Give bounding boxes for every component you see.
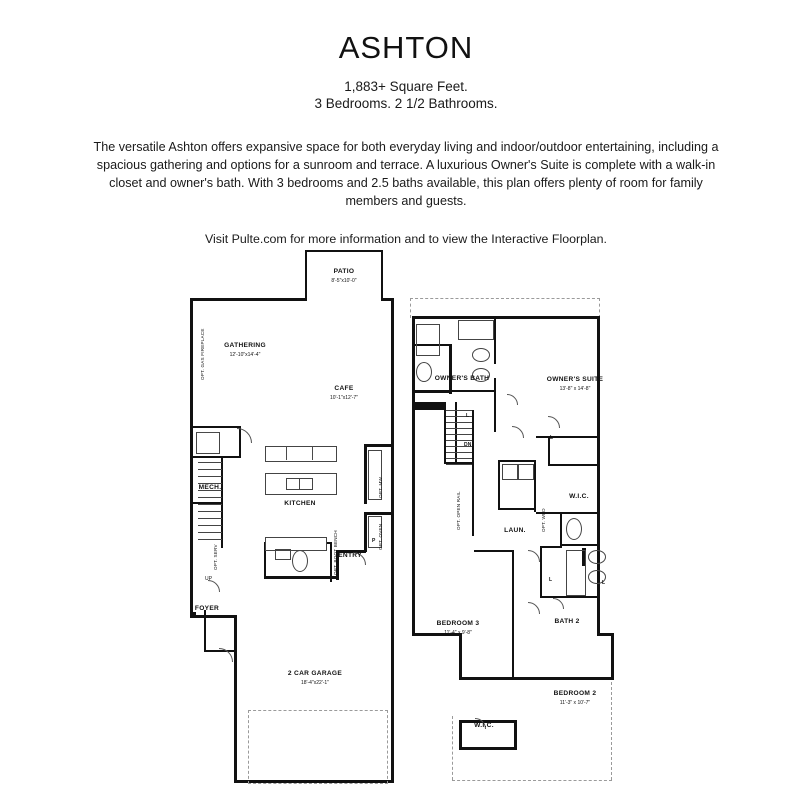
door-arc [196, 580, 220, 604]
garage-pad [248, 710, 388, 784]
wall-segment [540, 596, 598, 598]
door-arc [496, 394, 518, 416]
annotation-opt-gas-fireplace: OPT. GAS FIREPLACE [200, 328, 205, 380]
annotation-l: L [549, 577, 553, 583]
wall-segment [459, 633, 462, 679]
room-label-mech: MECH. [198, 484, 222, 491]
wall-segment [459, 747, 517, 750]
annotation-opt-oven: OPT. OVEN [378, 523, 383, 550]
mech-line [196, 432, 218, 433]
wall-segment [364, 512, 392, 515]
wall-segment [536, 436, 598, 438]
room-label-gathering: GATHERING 12'-10"x14'-4" [224, 342, 266, 358]
room-label-bath-2: BATH 2 [554, 618, 580, 625]
room-label-bedroom-3: BEDROOM 3 11'-4" x 9'-8" [436, 620, 480, 636]
annotation-l: L [602, 580, 606, 586]
wall-segment [364, 444, 367, 504]
toilet-fixture [292, 550, 308, 572]
stairs-down [446, 410, 472, 470]
sink-fixture [472, 348, 490, 362]
square-feet-text: 1,883+ Square Feet. [344, 79, 468, 94]
wall-segment [597, 633, 614, 636]
wall-segment [452, 390, 496, 392]
beds-baths-text: 3 Bedrooms. 2 1/2 Bathrooms. [314, 96, 498, 111]
annotation-opt-boot-bench: OPT. BOOT BENCH [333, 530, 338, 575]
wall-segment [512, 550, 514, 678]
wall-segment [560, 544, 598, 546]
roof-outline [410, 298, 600, 299]
wall-segment [412, 316, 600, 319]
toilet-fixture [566, 518, 582, 540]
wall-segment [305, 250, 383, 252]
kitchen-counter [265, 446, 337, 462]
roof-outline [410, 298, 411, 318]
stairs-up [198, 462, 222, 546]
annotation-l: L [466, 413, 470, 419]
room-label-owners-suite: OWNER'S SUITE 13'-8" x 14'-8" [546, 376, 604, 392]
wall-segment [193, 456, 241, 458]
room-label-entry: ENTRY [338, 552, 362, 559]
room-label-foyer: FOYER [194, 605, 220, 612]
dryer-fixture [518, 464, 534, 480]
roof-outline [599, 298, 600, 318]
page-title: ASHTON [338, 30, 474, 65]
wall-segment [444, 462, 474, 464]
plan-description: The versatile Ashton offers expansive space for both everyday living and indoor/outdoor entertaining, including a spacious gathering and options for a sunroom and terrace. A luxurious Owner's Suite is complete with a walk-in closet and owner's bath. With 3 bedrooms and 2.5 baths available, this plan offers plenty of room for family members and guests. [93, 140, 719, 208]
wall-segment [190, 615, 236, 618]
room-label-bedroom-2: BEDROOM 2 11'-3" x 10'-7" [553, 690, 597, 706]
wall-segment [190, 427, 193, 457]
wall-segment [611, 635, 614, 680]
wall-segment [498, 460, 536, 462]
room-label-cafe: CAFE 10'-1"x12'-7" [330, 385, 358, 401]
toilet-fixture [416, 362, 432, 382]
fixture-line [416, 324, 417, 354]
room-label-garage: 2 CAR GARAGE 18'-4"x22'-1" [287, 670, 343, 686]
wall-segment [412, 402, 444, 410]
wall-segment [391, 573, 394, 783]
wall-segment [540, 546, 542, 598]
wall-segment [234, 615, 237, 783]
roof-outline [452, 780, 612, 781]
annotation-dn: DN [464, 442, 472, 448]
annotation-l: L [550, 435, 554, 441]
wall-segment [391, 298, 394, 573]
wall-segment [190, 298, 307, 301]
wall-segment [364, 444, 392, 447]
mech-equipment [196, 432, 220, 454]
tub-fixture [458, 320, 494, 340]
wall-segment [190, 298, 193, 427]
door-arc [542, 598, 564, 620]
wall-segment [498, 460, 500, 508]
wall-segment [494, 316, 496, 364]
wall-segment [364, 512, 367, 552]
sink-basin [299, 478, 313, 490]
washer-fixture [502, 464, 518, 480]
wall-segment [264, 576, 336, 579]
annotation-p: P [372, 538, 376, 544]
door-arc [222, 428, 252, 458]
wall-segment [474, 550, 514, 552]
vanity-sink [275, 549, 291, 560]
annotation-opt-mw: OPT. MW [378, 476, 383, 498]
counter-divider [312, 446, 313, 460]
door-arc [516, 550, 540, 574]
room-label-wic-owner: W.I.C. [569, 493, 589, 500]
plan-header [0, 0, 812, 112]
counter-divider [286, 446, 287, 460]
wall-segment [534, 460, 536, 512]
wall-segment [514, 720, 517, 750]
room-label-kitchen: KITCHEN [284, 500, 316, 507]
wall-segment [472, 410, 474, 536]
room-label-owners-bath: OWNER'S BATH [434, 375, 490, 382]
annotation-opt-wbd: OPT. WBD [541, 508, 546, 532]
wall-segment [540, 546, 562, 548]
wall-segment [560, 514, 562, 544]
room-label-wic-bed2: W.I.C. [474, 722, 494, 729]
wall-segment [498, 508, 536, 510]
wall-segment [190, 457, 193, 555]
door-arc [205, 648, 233, 676]
room-label-patio: PATIO 8'-5"x10'-0" [331, 268, 357, 284]
floorplan-diagram [0, 250, 812, 795]
wall-segment [412, 390, 452, 393]
room-label-laundry: LAUN. [504, 527, 526, 534]
wall-segment [412, 316, 415, 636]
door-arc [516, 602, 540, 626]
annotation-opt-serv: OPT. SERV [213, 544, 218, 570]
visit-note: Visit Pulte.com for more information and to view the Interactive Floorplan. [205, 232, 607, 246]
wall-segment [548, 464, 598, 466]
wall-segment [548, 438, 550, 466]
shower-fixture [416, 324, 440, 356]
tub-fixture [566, 550, 586, 596]
wall-segment [204, 610, 206, 652]
wall-segment [459, 677, 614, 680]
annotation-opt-open-rail: OPT. OPEN RAIL [456, 491, 461, 530]
wall-segment [449, 344, 452, 394]
door-arc [500, 426, 524, 450]
sink-fixture [588, 550, 606, 564]
wall-segment [193, 426, 241, 428]
roof-outline [452, 716, 453, 780]
sink-basin [286, 478, 300, 490]
wall-segment [494, 390, 496, 432]
annotation-up: UP [205, 576, 213, 582]
